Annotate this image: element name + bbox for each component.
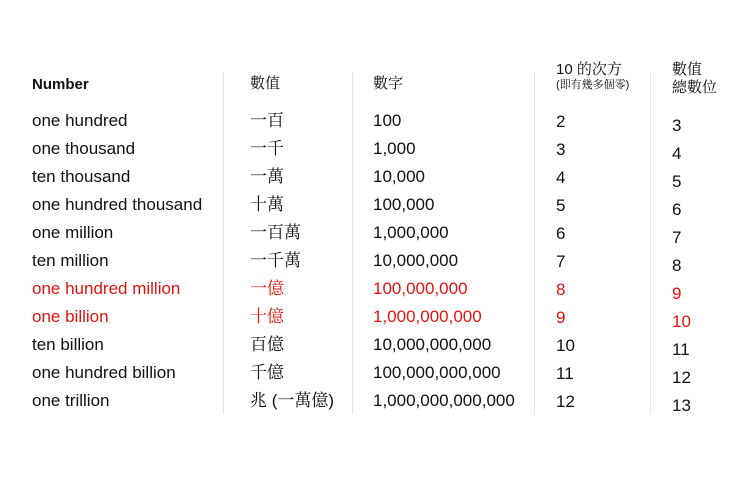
cell-power: 9: [556, 308, 566, 327]
cell-total-digits: 11: [672, 340, 690, 359]
cell-english: one hundred billion: [32, 363, 176, 382]
cell-chinese: 千億: [250, 363, 284, 382]
cell-numeral: 1,000,000: [373, 223, 449, 242]
cell-english: one hundred: [32, 111, 128, 130]
cell-power: 11: [556, 364, 574, 383]
cell-power: 7: [556, 252, 566, 271]
header-value-zh: 數值: [250, 75, 281, 92]
cell-total-digits: 9: [672, 284, 682, 303]
cell-chinese: 一萬: [250, 167, 284, 186]
column-divider: [534, 72, 535, 414]
cell-chinese: 兆 (一萬億): [250, 391, 335, 410]
cell-power: 4: [556, 168, 566, 187]
cell-total-digits: 10: [672, 312, 691, 331]
cell-power: 2: [556, 112, 566, 131]
cell-total-digits: 8: [672, 256, 682, 275]
cell-english: one thousand: [32, 139, 136, 158]
cell-numeral: 10,000: [373, 167, 425, 186]
cell-numeral: 100,000: [373, 195, 435, 214]
header-total-digits-line2: 總數位: [672, 79, 718, 96]
cell-power: 5: [556, 196, 566, 215]
header-power-main: 10 的次方: [556, 61, 622, 78]
cell-power: 10: [556, 336, 575, 355]
cell-numeral: 100,000,000,000: [373, 363, 501, 382]
cell-chinese: 一百萬: [250, 223, 301, 242]
cell-chinese: 一千: [250, 139, 284, 158]
cell-numeral: 10,000,000,000: [373, 335, 492, 354]
cell-chinese: 十億: [250, 307, 284, 326]
column-divider: [223, 72, 224, 414]
cell-total-digits: 7: [672, 228, 682, 247]
cell-numeral: 1,000,000,000: [373, 307, 482, 326]
cell-chinese: 一億: [250, 279, 284, 298]
cell-english: ten million: [32, 251, 109, 270]
cell-english: ten thousand: [32, 167, 131, 186]
header-digits-zh: 數字: [373, 75, 404, 92]
cell-total-digits: 12: [672, 368, 691, 387]
column-divider: [650, 72, 651, 414]
cell-numeral: 100,000,000: [373, 279, 468, 298]
header-power-of-ten: [556, 61, 629, 91]
cell-english: one hundred thousand: [32, 195, 203, 214]
cell-english: ten billion: [32, 335, 104, 354]
cell-power: 12: [556, 392, 575, 411]
cell-english: one billion: [32, 307, 109, 326]
cell-power: 3: [556, 140, 566, 159]
header-number: Number: [32, 76, 89, 93]
cell-total-digits: 4: [672, 144, 682, 163]
cell-total-digits: 13: [672, 396, 691, 415]
cell-chinese: 百億: [250, 335, 284, 354]
cell-chinese: 十萬: [250, 195, 284, 214]
cell-power: 6: [556, 224, 566, 243]
header-total-digits: [672, 61, 717, 97]
cell-chinese: 一千萬: [250, 251, 301, 270]
cell-numeral: 10,000,000: [373, 251, 459, 270]
cell-chinese: 一百: [250, 111, 284, 130]
cell-total-digits: 6: [672, 200, 682, 219]
cell-numeral: 100: [373, 111, 402, 130]
cell-english: one trillion: [32, 391, 110, 410]
cell-english: one hundred million: [32, 279, 181, 298]
cell-total-digits: 5: [672, 172, 682, 191]
cell-english: one million: [32, 223, 114, 242]
header-power-sub: (即有幾多個零): [556, 79, 630, 91]
cell-total-digits: 3: [672, 116, 682, 135]
cell-numeral: 1,000: [373, 139, 416, 158]
cell-power: 8: [556, 280, 566, 299]
header-total-digits-line1: 數值: [672, 61, 703, 78]
column-divider: [352, 72, 353, 414]
cell-numeral: 1,000,000,000,000: [373, 391, 515, 410]
